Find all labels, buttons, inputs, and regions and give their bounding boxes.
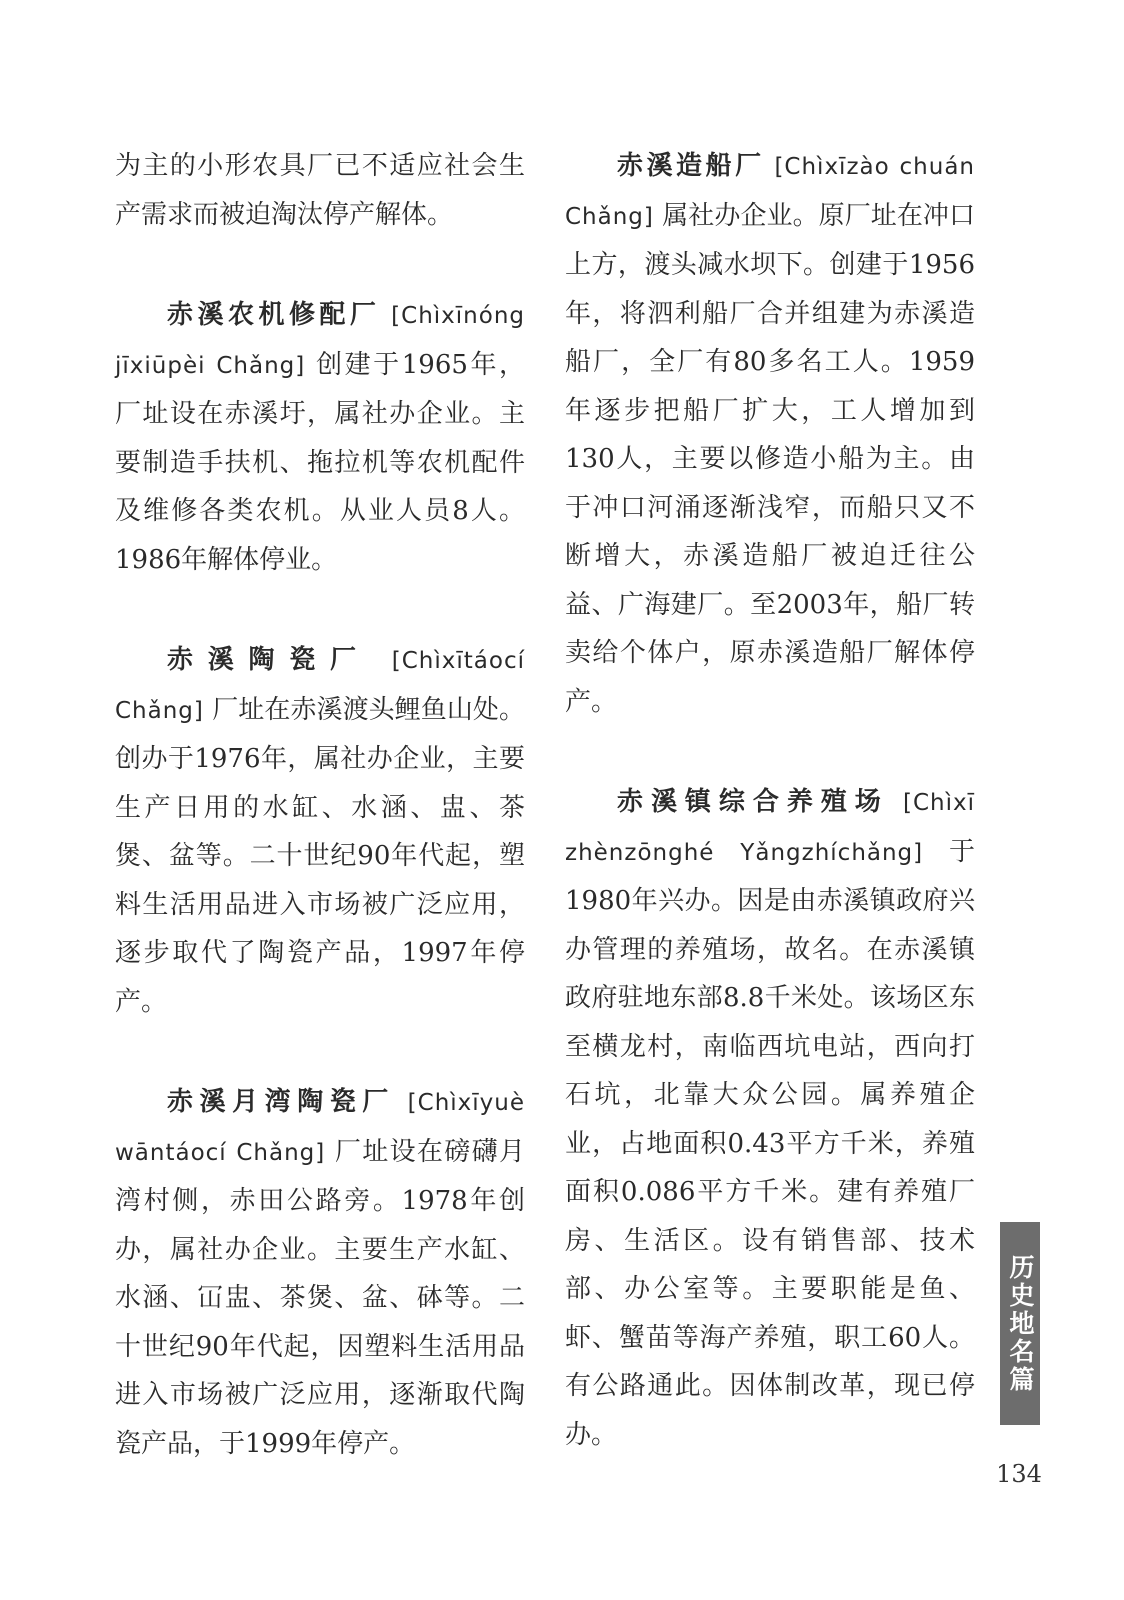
entry-yuewan-taoci-chang xyxy=(115,1078,525,1468)
entry-term: 赤溪造船厂 xyxy=(617,151,765,181)
left-column xyxy=(115,142,525,1468)
entry-pinyin: [Chìxīyuè wāntáocí Chǎng] xyxy=(115,1090,525,1166)
entry-pinyin: [Chìxīnóng jīxiūpèi Chǎng] xyxy=(115,303,525,379)
intro-paragraph: 为主的小形农具厂已不适应社会生产需求而被迫淘汰停产解体。 xyxy=(115,151,525,230)
entry-nongji-xiupei-chang xyxy=(115,291,525,584)
entry-pinyin: [Chìxīzào chuán Chǎng] xyxy=(565,154,975,230)
entry-body: 于1980年兴办。因是由赤溪镇政府兴办管理的养殖场，故名。在赤溪镇政府驻地东部8.8千米处。该场区东至横龙村，南临西坑电站，西向打石坑，北靠大众公园。属养殖企业，占地面积0.43平方千米，养殖面积0.086平方千米。建有养殖厂房、生活区。设有销售部、技术部、办公室等。主要职能是鱼、虾、蟹苗等海产养殖，职工60人。有公路通此。因体制改革，现已停办。 xyxy=(565,836,975,1450)
entry-zaochuan-chang xyxy=(565,142,975,726)
entry-taoci-chang xyxy=(115,636,525,1026)
entry-body: 厂址在赤溪渡头鲤鱼山处。创办于1976年，属社办企业，主要生产日用的水缸、水涵、盅、茶煲、盆等。二十世纪90年代起，塑料生活用品进入市场被广泛应用，逐步取代了陶瓷产品，1997年停产。 xyxy=(115,694,525,1017)
entry-body: 创建于1965年，厂址设在赤溪圩，属社办企业。主要制造手扶机、拖拉机等农机配件及维修各类农机。从业人员8人。1986年解体停业。 xyxy=(115,349,526,575)
entry-pinyin: [Chìxītáocí Chǎng] xyxy=(115,648,525,724)
entry-body: 厂址设在磅礴月湾村侧，赤田公路旁。1978年创办，属社办企业。主要生产水缸、水涵、冚盅、茶煲、盆、砵等。二十世纪90年代起，因塑料生活用品进入市场被广泛应用，逐渐取代陶瓷产品，于1999年停产。 xyxy=(115,1136,525,1459)
entry-term: 赤溪陶瓷厂 xyxy=(167,645,371,675)
entry-pinyin: [Chìxī zhènzōnghé Yǎngzhíchǎng] xyxy=(565,790,975,866)
section-side-tab: 历史地名篇 xyxy=(1000,1222,1040,1425)
page-number: 134 xyxy=(996,1460,1042,1488)
entry-term: 赤溪镇综合养殖场 xyxy=(617,787,889,817)
right-column xyxy=(565,142,975,1459)
entry-term: 赤溪月湾陶瓷厂 xyxy=(167,1087,395,1117)
entry-body: 属社办企业。原厂址在冲口上方，渡头减水坝下。创建于1956年，将泗利船厂合并组建为赤溪造船厂，全厂有80多名工人。1959年逐步把船厂扩大，工人增加到130人，主要以修造小船为主。由于冲口河涌逐渐浅窄，而船只又不断增大，赤溪造船厂被迫迁往公益、广海建厂。至2003年，船厂转卖给个体户，原赤溪造船厂解体停产。 xyxy=(565,200,975,717)
entry-zonghe-yangzhichang xyxy=(565,778,975,1459)
entry-term: 赤溪农机修配厂 xyxy=(167,300,381,330)
